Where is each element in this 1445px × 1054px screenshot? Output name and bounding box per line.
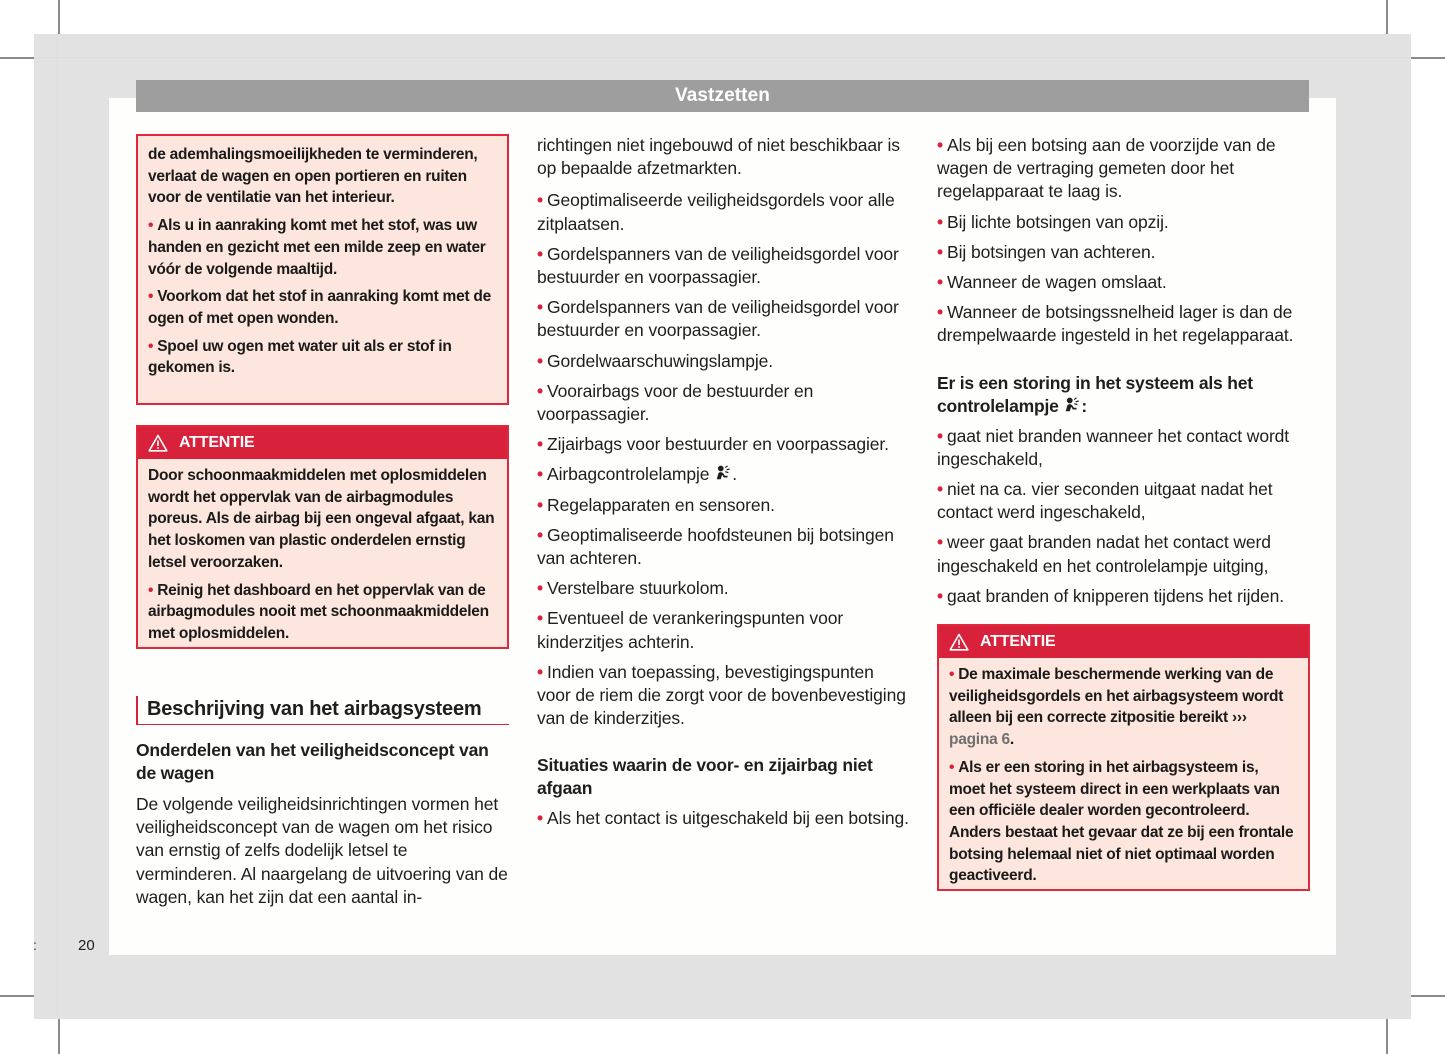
sub-heading: Situaties waarin de voor- en zijairbag niet afgaan bbox=[537, 755, 873, 799]
list-item: • gaat niet branden wanneer het contact wordt ingeschakeld, bbox=[937, 425, 1290, 469]
bullet-icon: • bbox=[537, 578, 544, 599]
warning-item: • Als u in aanraking komt met het stof, was uw handen en gezicht met een milde zeep en water vóór de volgende maaltijd. bbox=[148, 217, 486, 278]
chapter-title: Vastzetten bbox=[675, 85, 770, 106]
page-reference-arrow-icon: ››› bbox=[1232, 709, 1247, 727]
warning-item: • Spoel uw ogen met water uit als er stof in gekomen is. bbox=[148, 337, 452, 377]
bullet-icon: • bbox=[537, 608, 544, 629]
attention-box bbox=[937, 624, 1310, 891]
bullet-icon: • bbox=[537, 243, 544, 264]
bullet-icon: • bbox=[537, 297, 544, 318]
list-item: • weer gaat branden nadat het contact werd ingeschakeld en het controlelampje uitging, bbox=[937, 532, 1271, 576]
bullet-icon: • bbox=[937, 532, 944, 553]
list-item: • Voorairbags voor de bestuurder en voorpassagier. bbox=[537, 380, 814, 425]
warning-intro: de ademhalingsmoeilijkheden te verminderen, verlaat de wagen en open portieren en ruiten voor de ventilatie van het interieur. bbox=[148, 146, 478, 207]
list-item: • Indien van toepassing, bevestigingspunten voor de riem die zorgt voor de bovenbevestiging van de kinderzitjes. bbox=[537, 661, 906, 729]
trim-line bbox=[57, 34, 58, 1019]
bullet-icon: • bbox=[949, 666, 955, 684]
list-item: • Wanneer de botsingssnelheid lager is dan de drempelwaarde ingesteld in het regelapparaat. bbox=[937, 302, 1294, 346]
bullet-icon: • bbox=[537, 494, 544, 515]
page-number: 20 bbox=[78, 937, 95, 954]
bullet-icon: • bbox=[949, 758, 955, 776]
chapter-header-bar bbox=[136, 80, 1309, 112]
bullet-icon: • bbox=[537, 661, 544, 682]
sub-heading: Er is een storing in het systeem als het controlelampje : bbox=[937, 372, 1253, 416]
bullet-icon: • bbox=[148, 217, 154, 235]
bullet-icon: • bbox=[937, 479, 944, 500]
attention-item: • Reinig het dashboard en het oppervlak van de airbagmodules nooit met schoonmaakmiddelen met oplosmiddelen. bbox=[148, 581, 489, 642]
body-paragraph-continuation: richtingen niet ingebouwd of niet beschikbaar is op bepaalde afzetmarkten. bbox=[537, 135, 900, 179]
bullet-icon: • bbox=[148, 288, 154, 306]
list-item: • Eventueel de verankeringspunten voor kinderzitjes achterin. bbox=[537, 608, 844, 652]
sub-heading: Onderdelen van het veiligheidsconcept van de wagen bbox=[136, 740, 489, 783]
list-item: • Airbagcontrolelampje . bbox=[537, 464, 737, 485]
warning-triangle-icon bbox=[949, 633, 969, 651]
bullet-icon: • bbox=[537, 524, 544, 545]
fault-list bbox=[937, 425, 1310, 608]
list-item: • Als het contact is uitgeschakeld bij een botsing. bbox=[537, 808, 909, 829]
list-item: • Geoptimaliseerde hoofdsteunen bij botsingen van achteren. bbox=[537, 524, 894, 569]
warning-triangle-icon bbox=[148, 434, 168, 452]
attention-box bbox=[136, 425, 509, 649]
list-item: • gaat branden of knipperen tijdens het rijden. bbox=[937, 585, 1285, 606]
bullet-icon: • bbox=[537, 190, 544, 211]
list-item: • Bij lichte botsingen van opzij. bbox=[937, 211, 1169, 232]
column-2 bbox=[537, 134, 910, 831]
situations-list bbox=[937, 134, 1310, 348]
list-item: • Zijairbags voor bestuurder en voorpassagier. bbox=[537, 434, 889, 455]
bullet-icon: • bbox=[537, 464, 544, 485]
list-item: • Verstelbare stuurkolom. bbox=[537, 578, 729, 599]
page-reference-link[interactable]: pagina 6 bbox=[949, 731, 1010, 749]
airbag-warning-light-icon bbox=[1063, 396, 1081, 414]
list-item: • Gordelwaarschuwingslampje. bbox=[537, 350, 774, 371]
warning-item: • Voorkom dat het stof in aanraking komt met de ogen of met open wonden. bbox=[148, 288, 492, 327]
list-item: • Wanneer de wagen omslaat. bbox=[937, 272, 1167, 293]
column-1 bbox=[136, 134, 509, 909]
trim-line bbox=[34, 57, 1411, 58]
attention-label: ATTENTIE bbox=[980, 633, 1056, 651]
bullet-icon: • bbox=[937, 425, 944, 446]
list-item: • Als bij een botsing aan de voorzijde van de wagen de vertraging gemeten door het regelapparaat te laag is. bbox=[937, 135, 1276, 202]
section-heading: Beschrijving van het airbagsysteem bbox=[136, 696, 509, 725]
attention-intro: Door schoonmaakmiddelen met oplosmiddelen wordt het oppervlak van de airbagmodules poreus. Als de airbag bij een ongeval afgaat, kan het loskomen van plastic onderdelen ernstig letsel veroorzaken. bbox=[148, 467, 495, 571]
list-item: • Geoptimaliseerde veiligheidsgordels voor alle zitplaatsen. bbox=[537, 190, 895, 234]
attention-item: • Als er een storing in het airbagsysteem is, moet het systeem direct in een werkplaats van een officiële dealer worden gecontroleerd. Anders bestaat het gevaar dat ze bij een frontale botsing helemaal niet of niet optimaal worden geactiveerd. bbox=[949, 758, 1294, 885]
bullet-icon: • bbox=[937, 272, 944, 293]
airbag-warning-light-icon bbox=[714, 464, 732, 482]
attention-label: ATTENTIE bbox=[179, 434, 255, 451]
body-paragraph: De volgende veiligheidsinrichtingen vormen het veiligheidsconcept van de wagen om het risico van ernstig of zelfs dodelijk letsel te verminderen. Al naargelang de uitvoering van de wagen, kan het zijn dat een aantal in- bbox=[136, 794, 508, 907]
attention-item: • De maximale beschermende werking van de veiligheidsgordels en het airbagsysteem wordt alleen bij een correcte zitpositie bereikt ››› pagina 6. bbox=[949, 666, 1284, 749]
warning-continuation-box bbox=[136, 134, 509, 405]
bullet-icon: • bbox=[937, 302, 944, 323]
margin-mark: : bbox=[33, 937, 37, 953]
list-item: • Bij botsingen van achteren. bbox=[937, 241, 1156, 262]
bullet-icon: • bbox=[148, 337, 154, 355]
list-item: • Regelapparaten en sensoren. bbox=[537, 494, 775, 515]
list-item: • Gordelspanners van de veiligheidsgordel voor bestuurder en voorpassagier. bbox=[537, 297, 899, 341]
bullet-icon: • bbox=[937, 211, 944, 232]
list-item: • Gordelspanners van de veiligheidsgordel voor bestuurder en voorpassagier. bbox=[537, 243, 899, 288]
attention-header bbox=[939, 626, 1308, 658]
bullet-icon: • bbox=[537, 808, 544, 829]
bullet-icon: • bbox=[937, 135, 944, 155]
bullet-icon: • bbox=[537, 380, 544, 401]
safety-components-list bbox=[537, 189, 910, 730]
bullet-icon: • bbox=[537, 350, 544, 371]
bullet-icon: • bbox=[937, 241, 944, 262]
bullet-icon: • bbox=[148, 581, 154, 599]
attention-header bbox=[138, 427, 507, 459]
bullet-icon: • bbox=[537, 434, 544, 455]
column-3 bbox=[937, 127, 1310, 891]
bullet-icon: • bbox=[937, 585, 944, 606]
list-item: • niet na ca. vier seconden uitgaat nadat het contact werd ingeschakeld, bbox=[937, 479, 1273, 523]
